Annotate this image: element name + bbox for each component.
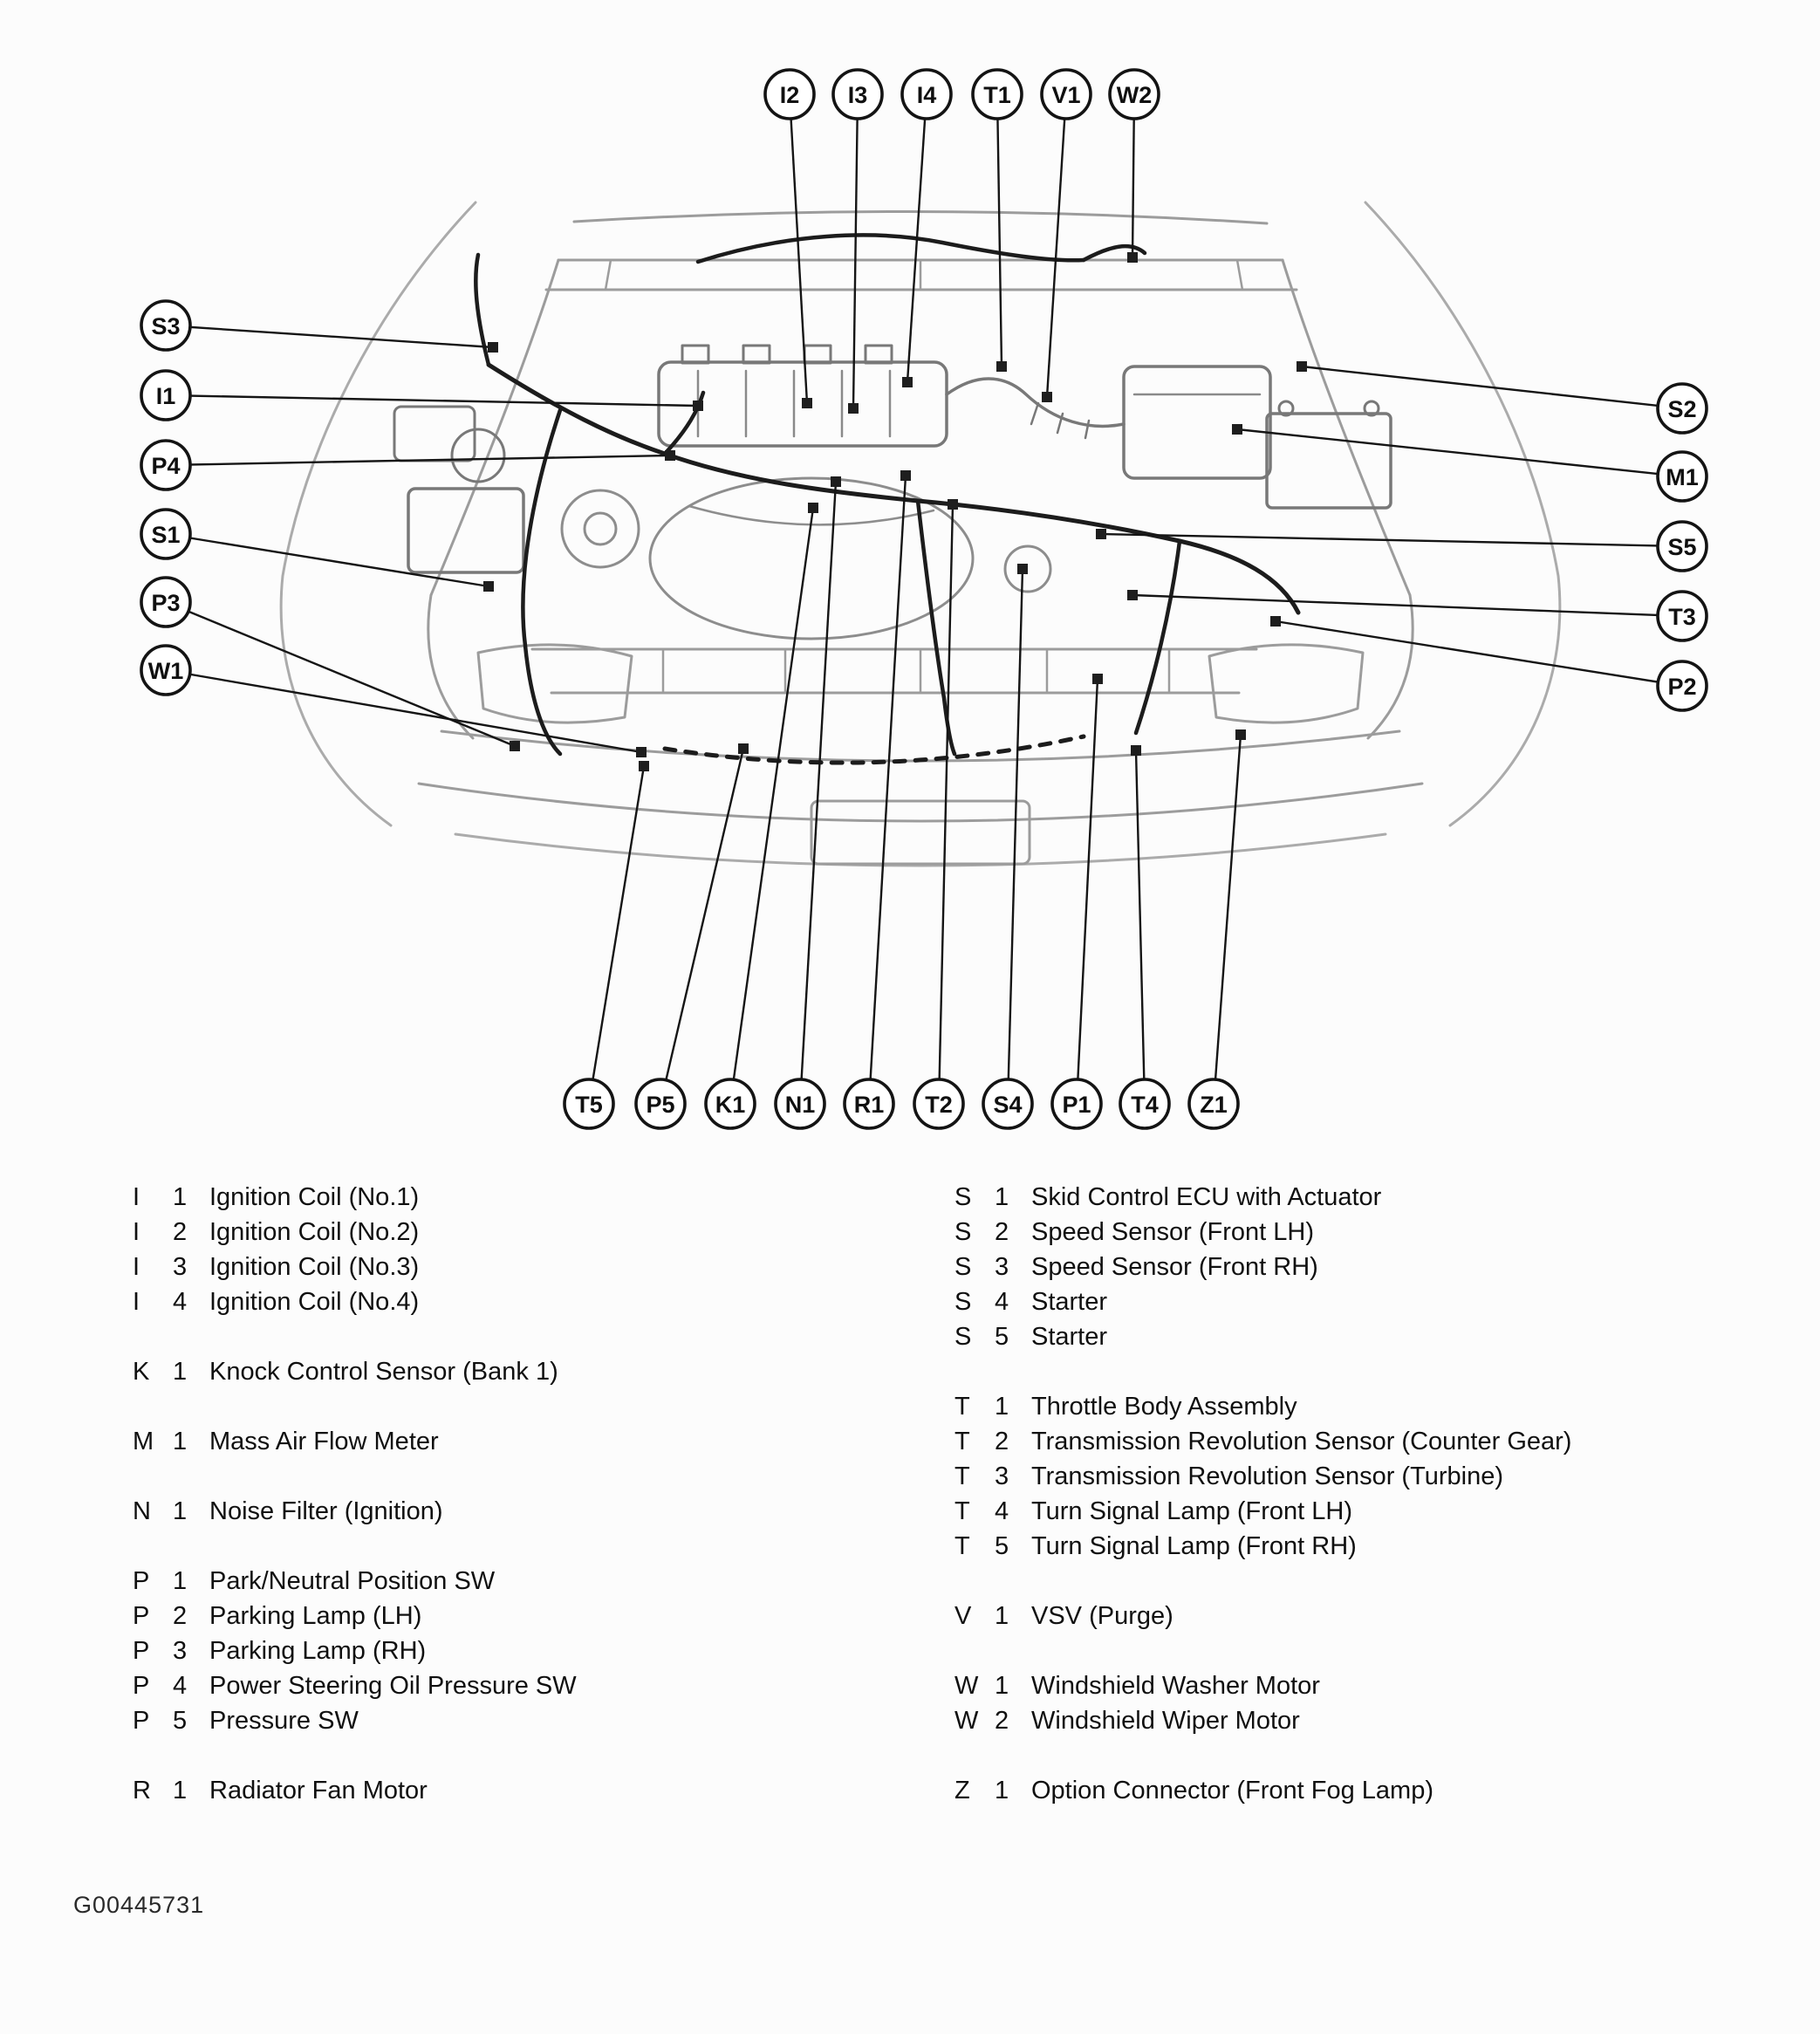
legend-letter: S xyxy=(954,1322,972,1351)
callout-P2 xyxy=(1658,661,1707,710)
leader-line-T5 xyxy=(589,766,644,1104)
leader-line-T2 xyxy=(939,504,953,1104)
legend-number: 1 xyxy=(995,1776,1009,1805)
leader-line-K1 xyxy=(730,508,813,1104)
legend-letter: P xyxy=(133,1566,150,1595)
callout-label: S3 xyxy=(151,313,181,339)
legend-letter: P xyxy=(133,1706,150,1735)
callout-I2 xyxy=(765,70,814,119)
legend-number: 5 xyxy=(173,1706,188,1735)
leader-line-P4 xyxy=(166,455,670,465)
leader-line-T3 xyxy=(1132,595,1682,616)
legend-name: Transmission Revolution Sensor (Counter Gear) xyxy=(1031,1427,1572,1455)
legend-name: Ignition Coil (No.1) xyxy=(209,1182,420,1211)
callout-label: Z1 xyxy=(1200,1092,1228,1118)
connector-P1 xyxy=(1092,674,1103,684)
callout-label: W1 xyxy=(147,658,184,684)
callout-label: P5 xyxy=(646,1092,675,1118)
legend-name: Ignition Coil (No.4) xyxy=(209,1287,420,1316)
legend-number: 5 xyxy=(995,1531,1009,1560)
legend-number: 2 xyxy=(173,1217,188,1246)
connector-P4 xyxy=(665,450,675,461)
legend-number: 1 xyxy=(173,1427,188,1455)
leader-line-N1 xyxy=(800,482,836,1104)
callout-P4 xyxy=(141,441,190,490)
legend-name: Ignition Coil (No.3) xyxy=(209,1252,420,1281)
legend-number: 1 xyxy=(173,1566,188,1595)
legend-name: Speed Sensor (Front RH) xyxy=(1031,1252,1318,1281)
legend-entry-T1 xyxy=(954,1389,1775,1424)
connector-T1 xyxy=(996,361,1007,372)
leader-line-S1 xyxy=(166,534,489,586)
callout-T4 xyxy=(1120,1079,1169,1128)
legend-name: Power Steering Oil Pressure SW xyxy=(209,1671,577,1700)
legend-letter: W xyxy=(954,1706,979,1735)
legend-name: Turn Signal Lamp (Front LH) xyxy=(1031,1496,1353,1525)
legend-number: 1 xyxy=(173,1357,188,1386)
legend-name: Speed Sensor (Front LH) xyxy=(1031,1217,1314,1246)
legend-entry-S3 xyxy=(954,1250,1775,1284)
callout-P3 xyxy=(141,578,190,627)
connector-I1 xyxy=(693,401,703,411)
legend-entry-T3 xyxy=(954,1459,1775,1494)
leader-line-Z1 xyxy=(1214,735,1241,1104)
legend-number: 1 xyxy=(173,1496,188,1525)
connector-Z1 xyxy=(1235,729,1246,740)
legend-group-S xyxy=(954,1180,1775,1354)
callout-T3 xyxy=(1658,592,1707,640)
callout-label: S5 xyxy=(1667,534,1697,560)
connector-T3 xyxy=(1127,590,1138,600)
leader-line-M1 xyxy=(1237,429,1682,476)
connector-S5 xyxy=(1096,529,1106,539)
legend-letter: S xyxy=(954,1287,972,1316)
engine-illustration xyxy=(281,202,1560,866)
leader-lines-layer xyxy=(166,94,1682,1104)
legend-name: Windshield Washer Motor xyxy=(1031,1671,1320,1700)
leader-line-I2 xyxy=(790,94,807,403)
connector-S2 xyxy=(1297,361,1307,372)
callout-label: T5 xyxy=(575,1092,603,1118)
legend-entry-R1 xyxy=(133,1773,900,1808)
leader-line-S3 xyxy=(166,325,493,347)
legend-number: 3 xyxy=(173,1252,188,1281)
leader-line-S2 xyxy=(1302,366,1682,408)
legend-name: Transmission Revolution Sensor (Turbine) xyxy=(1031,1462,1504,1490)
legend-letter: R xyxy=(133,1776,151,1805)
legend-letter: M xyxy=(133,1427,154,1455)
legend-number: 3 xyxy=(995,1462,1009,1490)
connector-I4 xyxy=(902,377,913,387)
legend-number: 2 xyxy=(995,1706,1009,1735)
legend-entry-Z1 xyxy=(954,1773,1775,1808)
callout-M1 xyxy=(1658,452,1707,501)
callout-label: M1 xyxy=(1666,464,1699,490)
legend-letter: K xyxy=(133,1357,150,1386)
legend-entry-W2 xyxy=(954,1703,1775,1738)
legend-letter: I xyxy=(133,1217,140,1246)
legend-name: Windshield Wiper Motor xyxy=(1031,1706,1300,1735)
legend-group-V xyxy=(954,1599,1775,1633)
legend-letter: P xyxy=(133,1671,150,1700)
legend-entry-M1 xyxy=(133,1424,900,1459)
callout-Z1 xyxy=(1189,1079,1238,1128)
callout-label: T3 xyxy=(1668,604,1696,630)
legend-group-R xyxy=(133,1773,900,1808)
legend-column-left xyxy=(133,1180,900,1843)
legend-letter: I xyxy=(133,1252,140,1281)
legend-entry-I1 xyxy=(133,1180,900,1215)
legend-letter: T xyxy=(954,1462,970,1490)
callout-P1 xyxy=(1052,1079,1101,1128)
callout-I4 xyxy=(902,70,951,119)
connector-W2 xyxy=(1127,252,1138,263)
callout-S3 xyxy=(141,301,190,350)
legend-letter: T xyxy=(954,1392,970,1421)
legend-entry-I2 xyxy=(133,1215,900,1250)
callout-K1 xyxy=(706,1079,755,1128)
connector-I3 xyxy=(848,403,859,414)
legend-entry-P2 xyxy=(133,1599,900,1633)
legend-entry-W1 xyxy=(954,1668,1775,1703)
callout-label: I4 xyxy=(916,82,937,108)
legend-entry-V1 xyxy=(954,1599,1775,1633)
legend-name: Starter xyxy=(1031,1287,1108,1316)
callout-label: T2 xyxy=(925,1092,953,1118)
legend-entry-P5 xyxy=(133,1703,900,1738)
legend-name: Parking Lamp (LH) xyxy=(209,1601,422,1630)
connector-N1 xyxy=(831,476,841,487)
legend-number: 1 xyxy=(995,1601,1009,1630)
callout-label: P1 xyxy=(1062,1092,1091,1118)
legend-name: Parking Lamp (RH) xyxy=(209,1636,427,1665)
legend-column-right xyxy=(954,1180,1775,1843)
legend-name: Option Connector (Front Fog Lamp) xyxy=(1031,1776,1433,1805)
legend-entry-S1 xyxy=(954,1180,1775,1215)
legend-entry-K1 xyxy=(133,1354,900,1389)
legend-group-N xyxy=(133,1494,900,1529)
legend-group-I xyxy=(133,1180,900,1319)
legend-number: 1 xyxy=(995,1671,1009,1700)
legend-number: 5 xyxy=(995,1322,1009,1351)
legend-letter: T xyxy=(954,1531,970,1560)
legend-number: 3 xyxy=(995,1252,1009,1281)
connector-R1 xyxy=(900,470,911,481)
legend-entry-P3 xyxy=(133,1633,900,1668)
callout-label: K1 xyxy=(715,1092,746,1118)
callout-W2 xyxy=(1110,70,1159,119)
legend-name: Mass Air Flow Meter xyxy=(209,1427,439,1455)
legend-letter: W xyxy=(954,1671,979,1700)
connector-P3 xyxy=(510,741,520,751)
callout-label: I1 xyxy=(155,383,176,409)
callout-V1 xyxy=(1042,70,1091,119)
callout-label: T1 xyxy=(983,82,1011,108)
legend-group-Z xyxy=(954,1773,1775,1808)
legend-letter: T xyxy=(954,1496,970,1525)
callout-N1 xyxy=(776,1079,824,1128)
legend-letter: N xyxy=(133,1496,151,1525)
legend-letter: V xyxy=(954,1601,972,1630)
callout-label: V1 xyxy=(1051,82,1081,108)
legend-group-W xyxy=(954,1668,1775,1738)
connector-S4 xyxy=(1017,564,1028,574)
connector-T4 xyxy=(1131,745,1141,756)
legend-entry-P1 xyxy=(133,1564,900,1599)
legend-entry-S4 xyxy=(954,1284,1775,1319)
connector-S3 xyxy=(488,342,498,353)
legend-number: 1 xyxy=(995,1392,1009,1421)
callout-label: S4 xyxy=(993,1092,1023,1118)
callout-S4 xyxy=(983,1079,1032,1128)
callout-S1 xyxy=(141,510,190,558)
legend-letter: T xyxy=(954,1427,970,1455)
connector-P2 xyxy=(1270,616,1281,627)
callout-I1 xyxy=(141,371,190,420)
leader-line-P2 xyxy=(1276,621,1682,686)
legend-name: Noise Filter (Ignition) xyxy=(209,1496,443,1525)
callout-P5 xyxy=(636,1079,685,1128)
legend-entry-T2 xyxy=(954,1424,1775,1459)
leader-line-I1 xyxy=(166,395,698,406)
legend-letter: P xyxy=(133,1636,150,1665)
legend-name: Ignition Coil (No.2) xyxy=(209,1217,420,1246)
leader-line-T1 xyxy=(997,94,1002,366)
connector-W1 xyxy=(636,747,647,757)
connector-I2 xyxy=(802,398,812,408)
leader-line-V1 xyxy=(1047,94,1066,397)
legend-number: 2 xyxy=(173,1601,188,1630)
callout-label: I3 xyxy=(847,82,868,108)
legend-letter: P xyxy=(133,1601,150,1630)
connector-T2 xyxy=(948,499,958,510)
callout-label: P3 xyxy=(151,590,181,616)
legend-entry-S2 xyxy=(954,1215,1775,1250)
legend-group-P xyxy=(133,1564,900,1738)
callout-label: P4 xyxy=(151,453,181,479)
connector-K1 xyxy=(808,503,818,513)
legend-number: 4 xyxy=(995,1496,1009,1525)
legend-name: Throttle Body Assembly xyxy=(1031,1392,1297,1421)
callout-label: N1 xyxy=(784,1092,816,1118)
legend-name: Pressure SW xyxy=(209,1706,359,1735)
legend-entry-N1 xyxy=(133,1494,900,1529)
legend-name: Radiator Fan Motor xyxy=(209,1776,428,1805)
leader-line-T4 xyxy=(1136,750,1145,1104)
legend-entry-S5 xyxy=(954,1319,1775,1354)
legend-name: VSV (Purge) xyxy=(1031,1601,1173,1630)
callout-R1 xyxy=(845,1079,893,1128)
legend-entry-I4 xyxy=(133,1284,900,1319)
legend-number: 2 xyxy=(995,1427,1009,1455)
legend-entry-P4 xyxy=(133,1668,900,1703)
callout-S2 xyxy=(1658,384,1707,433)
callout-label: P2 xyxy=(1667,674,1697,700)
connector-S1 xyxy=(483,581,494,592)
legend-name: Skid Control ECU with Actuator xyxy=(1031,1182,1382,1211)
legend-letter: I xyxy=(133,1287,140,1316)
legend-name: Park/Neutral Position SW xyxy=(209,1566,496,1595)
legend-name: Starter xyxy=(1031,1322,1108,1351)
leader-line-R1 xyxy=(869,476,906,1104)
legend-number: 1 xyxy=(995,1182,1009,1211)
legend-number: 4 xyxy=(995,1287,1009,1316)
legend-letter: Z xyxy=(954,1776,970,1805)
callout-T2 xyxy=(914,1079,963,1128)
callout-T1 xyxy=(973,70,1022,119)
leader-line-P3 xyxy=(166,602,515,746)
legend-group-M xyxy=(133,1424,900,1459)
legend-letter: S xyxy=(954,1182,972,1211)
callout-label: T4 xyxy=(1131,1092,1159,1118)
legend-name: Turn Signal Lamp (Front RH) xyxy=(1031,1531,1357,1560)
callout-T5 xyxy=(564,1079,613,1128)
legend-letter: I xyxy=(133,1182,140,1211)
figure-reference-code: G00445731 xyxy=(73,1892,205,1918)
legend-group-T xyxy=(954,1389,1775,1564)
callout-S5 xyxy=(1658,522,1707,571)
legend-letter: S xyxy=(954,1252,972,1281)
legend-number: 4 xyxy=(173,1287,188,1316)
legend-name: Knock Control Sensor (Bank 1) xyxy=(209,1357,558,1386)
legend-number: 1 xyxy=(173,1182,188,1211)
callouts-layer xyxy=(141,70,1707,1128)
connector-V1 xyxy=(1042,392,1052,402)
callout-label: W2 xyxy=(1116,82,1153,108)
leader-line-P1 xyxy=(1077,679,1098,1104)
legend-group-K xyxy=(133,1354,900,1389)
legend-letter: S xyxy=(954,1217,972,1246)
callout-W1 xyxy=(141,646,190,695)
callout-label: S1 xyxy=(151,522,181,548)
legend-number: 2 xyxy=(995,1217,1009,1246)
legend-number: 3 xyxy=(173,1636,188,1665)
connector-T5 xyxy=(639,761,649,771)
connector-P5 xyxy=(738,743,749,754)
legend-entry-I3 xyxy=(133,1250,900,1284)
legend-number: 4 xyxy=(173,1671,188,1700)
leader-line-W1 xyxy=(166,670,641,752)
connector-M1 xyxy=(1232,424,1242,435)
callout-label: S2 xyxy=(1667,396,1697,422)
leader-line-P5 xyxy=(660,749,743,1104)
callout-label: I2 xyxy=(779,82,800,108)
callout-I3 xyxy=(833,70,882,119)
legend-entry-T5 xyxy=(954,1529,1775,1564)
legend-entry-T4 xyxy=(954,1494,1775,1529)
callout-label: R1 xyxy=(853,1092,885,1118)
legend-number: 1 xyxy=(173,1776,188,1805)
